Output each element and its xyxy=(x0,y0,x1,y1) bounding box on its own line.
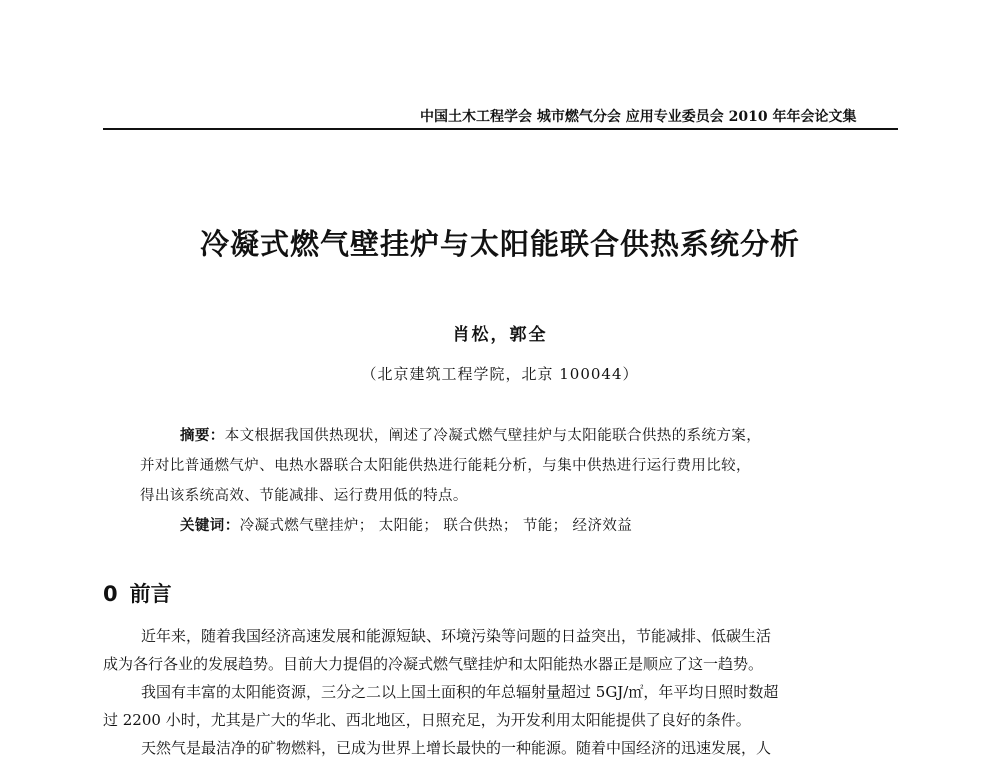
section-heading xyxy=(103,578,172,608)
abstract-label: 摘要： xyxy=(180,427,225,444)
abstract-line xyxy=(140,421,880,451)
running-header: 中国土木工程学会 城市燃气分会 应用专业委员会 2010 年年会论文集 xyxy=(420,109,857,125)
paper-title: 冷凝式燃气壁挂炉与太阳能联合供热系统分析 xyxy=(199,227,800,261)
authors: 肖松，郭全 xyxy=(452,325,548,345)
abstract xyxy=(140,421,880,541)
abstract-text: 本文根据我国供热现状，阐述了冷凝式燃气壁挂炉与太阳能联合供热的系统方案， xyxy=(224,428,762,444)
body-line: 天然气是最洁净的矿物燃料，已成为世界上增长最快的一种能源。随着中国经济的迅速发展，人 xyxy=(141,739,772,757)
keywords-text: 冷凝式燃气壁挂炉； 太阳能； 联合供热； 节能； 经济效益 xyxy=(239,518,633,534)
abstract-line: 并对比普通燃气炉、电热水器联合太阳能供热进行能耗分析，与集中供热进行运行费用比较， xyxy=(140,458,751,474)
header-rule xyxy=(103,128,898,130)
body-line: 成为各行各业的发展趋势。目前大力提倡的冷凝式燃气壁挂炉和太阳能热水器正是顺应了这一趋势。 xyxy=(103,655,764,673)
body-text xyxy=(103,622,898,760)
affiliation: （北京建筑工程学院，北京 100044） xyxy=(361,365,639,383)
keywords-line xyxy=(140,511,880,541)
abstract-line: 得出该系统高效、节能减排、运行费用低的特点。 xyxy=(140,488,468,504)
keywords-label: 关键词： xyxy=(180,517,240,534)
section-title: 前言 xyxy=(129,582,172,606)
section-number: 0 xyxy=(103,582,118,606)
body-line: 近年来，随着我国经济高速发展和能源短缺、环境污染等问题的日益突出，节能减排、低碳生活 xyxy=(141,627,772,645)
body-line: 我国有丰富的太阳能资源，三分之二以上国土面积的年总辐射量超过 5GJ/㎡，年平均日照时数超 xyxy=(141,683,779,701)
body-line: 过 2200 小时，尤其是广大的华北、西北地区，日照充足，为开发利用太阳能提供了良好的条件。 xyxy=(103,711,751,729)
